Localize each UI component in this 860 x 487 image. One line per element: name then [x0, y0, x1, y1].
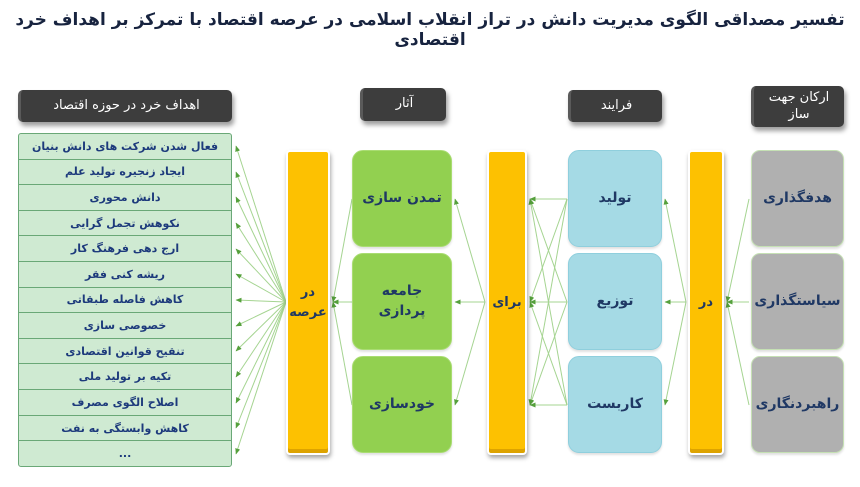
goal-item: ایجاد زنجیره تولید علم: [19, 160, 231, 186]
effect-box-society: جامعه پردازی: [352, 253, 452, 350]
process-box-production: تولید: [568, 150, 662, 247]
connector-bar-baraye: برای: [487, 150, 527, 455]
goals-header: اهداف خرد در حوزه اقتصاد: [18, 90, 232, 122]
goal-item: ریشه کنی فقر: [19, 262, 231, 288]
goal-item: تکیه بر تولید ملی: [19, 364, 231, 390]
goal-item: خصوصی سازی: [19, 313, 231, 339]
pillar-box-goal-setting: هدفگذاری: [751, 150, 844, 247]
goal-item: فعال شدن شرکت های دانش بنیان: [19, 134, 231, 160]
pillars-header: ارکان جهت ساز: [751, 86, 844, 127]
goal-item: ...: [118, 447, 132, 461]
goal-item: نکوهش تجمل گرایی: [19, 211, 231, 237]
process-box-distribution: توزیع: [568, 253, 662, 350]
connector-bar-dar: در: [688, 150, 724, 455]
goal-item: ارج دهی فرهنگ کار: [19, 236, 231, 262]
process-box-application: کاربست: [568, 356, 662, 453]
process-header: فرایند: [568, 90, 662, 122]
goal-list: [18, 133, 232, 467]
diagram-title: تفسیر مصداقی الگوی مدیریت دانش در تراز انقلاب اسلامی در عرصه اقتصاد با تمرکز بر اهداف خرد اقتصادی: [15, 10, 845, 50]
effects-header: آثار: [360, 88, 446, 121]
goal-item: اصلاح الگوی مصرف: [19, 390, 231, 416]
effect-box-civilization: تمدن سازی: [352, 150, 452, 247]
goal-item: کاهش فاصله طبقاتی: [19, 288, 231, 314]
connector-bar-dar-arseh: در عرصه: [286, 150, 330, 455]
pillar-box-policy-making: سیاستگذاری: [751, 253, 844, 350]
effect-box-self: خودسازی: [352, 356, 452, 453]
goal-item: کاهش وابستگی به نفت: [19, 416, 231, 442]
pillar-box-strategy-mapping: راهبردنگاری: [751, 356, 844, 453]
goal-item: تنقیح قوانین اقتصادی: [19, 339, 231, 365]
goal-item: دانش محوری: [19, 185, 231, 211]
